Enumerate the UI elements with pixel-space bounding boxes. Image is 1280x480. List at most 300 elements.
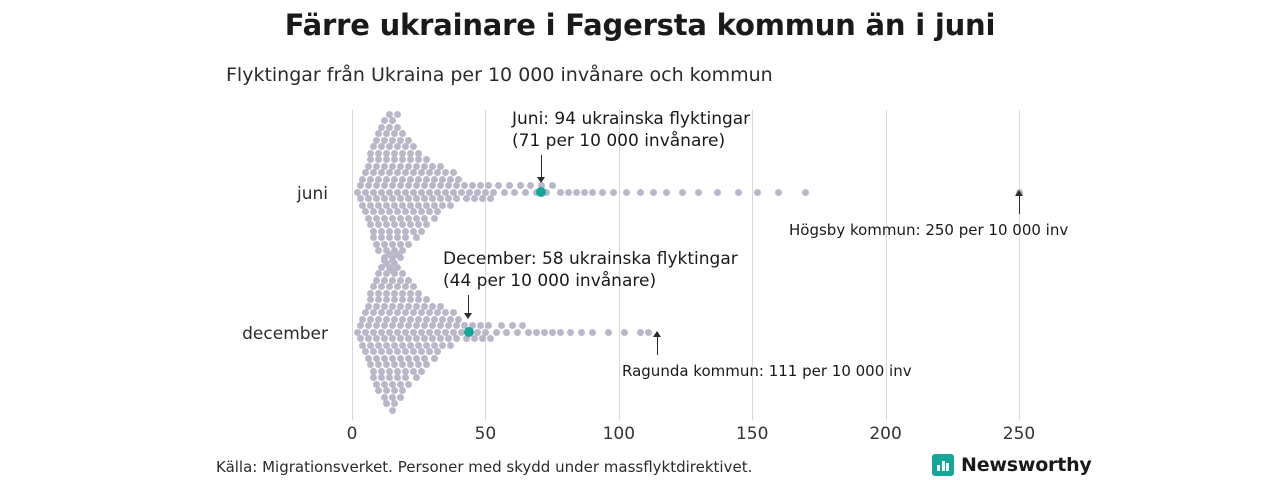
data-point — [394, 348, 401, 355]
data-point — [397, 394, 404, 401]
data-point — [397, 137, 404, 144]
data-point — [407, 316, 414, 323]
data-point — [610, 189, 617, 196]
data-point — [421, 182, 428, 189]
data-point — [418, 309, 425, 316]
annotation-ragunda-arrow-icon — [653, 331, 661, 337]
data-point — [589, 189, 596, 196]
data-point — [399, 176, 406, 183]
data-point — [426, 309, 433, 316]
data-point — [421, 303, 428, 310]
data-point — [415, 221, 422, 228]
data-point — [431, 355, 438, 362]
data-point — [589, 329, 596, 336]
data-point — [578, 329, 585, 336]
data-point — [367, 296, 374, 303]
data-point — [399, 316, 406, 323]
data-point — [402, 143, 409, 150]
data-point — [517, 182, 524, 189]
data-point — [567, 329, 574, 336]
x-tick-label: 150 — [735, 424, 769, 444]
data-point — [645, 329, 652, 336]
data-point — [381, 117, 388, 124]
data-point — [447, 202, 454, 209]
data-point — [434, 208, 441, 215]
data-point — [549, 182, 556, 189]
data-point — [391, 290, 398, 297]
data-point — [423, 316, 430, 323]
data-point — [423, 176, 430, 183]
data-point — [431, 176, 438, 183]
page-title: Färre ukrainare i Fagersta kommun än i juni — [284, 8, 996, 42]
data-point — [389, 407, 396, 414]
annotation-december-line1: December: 58 ukrainska flyktingar — [443, 249, 738, 269]
data-point — [397, 335, 404, 342]
data-point — [493, 329, 500, 336]
data-point — [735, 189, 742, 196]
data-point — [383, 156, 390, 163]
data-point — [386, 309, 393, 316]
data-point — [802, 189, 809, 196]
data-point — [487, 195, 494, 202]
data-point — [439, 176, 446, 183]
data-point — [365, 322, 372, 329]
data-point — [394, 169, 401, 176]
data-point — [445, 335, 452, 342]
data-point — [455, 176, 462, 183]
data-point — [397, 163, 404, 170]
data-point — [437, 303, 444, 310]
data-point — [511, 189, 518, 196]
data-point — [445, 322, 452, 329]
data-point — [405, 163, 412, 170]
data-point — [386, 124, 393, 131]
data-point — [453, 335, 460, 342]
data-point — [378, 348, 385, 355]
data-point — [426, 208, 433, 215]
x-tick-label: 250 — [1002, 424, 1036, 444]
data-point — [367, 361, 374, 368]
data-point — [383, 296, 390, 303]
data-point — [421, 322, 428, 329]
data-point — [359, 316, 366, 323]
data-point — [389, 117, 396, 124]
data-point — [381, 257, 388, 264]
data-point — [394, 309, 401, 316]
data-point — [386, 234, 393, 241]
data-point — [391, 400, 398, 407]
data-point — [453, 322, 460, 329]
data-point — [383, 400, 390, 407]
data-point — [410, 169, 417, 176]
data-point — [397, 182, 404, 189]
data-point — [434, 169, 441, 176]
data-point — [391, 156, 398, 163]
annotation-ragunda-leader — [657, 337, 658, 355]
data-point — [413, 335, 420, 342]
data-point — [397, 322, 404, 329]
data-point — [399, 221, 406, 228]
data-point — [410, 283, 417, 290]
data-point — [407, 221, 414, 228]
data-point — [447, 316, 454, 323]
data-point — [407, 150, 414, 157]
data-point — [549, 329, 556, 336]
data-point — [365, 195, 372, 202]
data-point — [453, 195, 460, 202]
data-point — [471, 195, 478, 202]
data-point — [365, 182, 372, 189]
data-point — [391, 270, 398, 277]
data-point — [498, 322, 505, 329]
data-point — [418, 228, 425, 235]
data-point — [383, 150, 390, 157]
data-point — [394, 143, 401, 150]
data-point — [357, 322, 364, 329]
gridline-0 — [352, 110, 353, 420]
data-point — [413, 163, 420, 170]
data-point — [375, 361, 382, 368]
data-point — [397, 277, 404, 284]
data-point — [637, 329, 644, 336]
data-point — [378, 309, 385, 316]
data-point — [434, 348, 441, 355]
data-point — [367, 150, 374, 157]
data-point — [413, 195, 420, 202]
annotation-juni-arrow-icon — [537, 177, 545, 183]
data-point — [394, 124, 401, 131]
data-point — [375, 156, 382, 163]
data-point — [402, 283, 409, 290]
data-point — [386, 143, 393, 150]
data-point — [389, 322, 396, 329]
data-point — [397, 303, 404, 310]
data-point — [378, 208, 385, 215]
data-point — [373, 182, 380, 189]
data-point — [391, 176, 398, 183]
data-point — [370, 143, 377, 150]
data-point — [367, 316, 374, 323]
data-point — [541, 329, 548, 336]
data-point — [455, 316, 462, 323]
data-point — [402, 348, 409, 355]
data-point — [386, 374, 393, 381]
data-point — [405, 195, 412, 202]
data-point — [391, 361, 398, 368]
data-point — [437, 182, 444, 189]
data-point — [557, 329, 564, 336]
annotation-juni-line2: (71 per 10 000 invånare) — [512, 131, 726, 151]
data-point — [370, 169, 377, 176]
data-point — [391, 296, 398, 303]
data-point — [410, 208, 417, 215]
data-point — [357, 182, 364, 189]
data-point — [413, 374, 420, 381]
annotation-hogsby-arrow-icon — [1015, 190, 1023, 196]
data-point — [386, 348, 393, 355]
data-point — [447, 342, 454, 349]
data-point — [405, 277, 412, 284]
data-point — [362, 348, 369, 355]
data-point — [557, 189, 564, 196]
data-point — [514, 329, 521, 336]
data-point — [386, 169, 393, 176]
data-point — [362, 208, 369, 215]
data-point — [375, 290, 382, 297]
data-point — [503, 329, 510, 336]
data-point — [418, 208, 425, 215]
row-label-juni: juni — [297, 184, 328, 204]
data-point — [394, 111, 401, 118]
x-tick-label: 0 — [346, 424, 358, 444]
data-point — [373, 163, 380, 170]
data-point — [509, 322, 516, 329]
data-point — [370, 208, 377, 215]
chart-subtitle: Flyktingar från Ukraina per 10 000 invånare och kommun — [226, 64, 773, 86]
data-point — [405, 137, 412, 144]
x-tick-label: 50 — [474, 424, 497, 444]
data-point — [389, 195, 396, 202]
data-point — [381, 335, 388, 342]
data-point — [357, 335, 364, 342]
data-point — [714, 189, 721, 196]
data-point — [399, 361, 406, 368]
data-point — [407, 176, 414, 183]
brand-logo — [932, 454, 1092, 476]
data-point — [410, 143, 417, 150]
data-point — [410, 309, 417, 316]
gridline-250 — [1019, 110, 1020, 420]
data-point — [407, 361, 414, 368]
data-point — [429, 322, 436, 329]
data-point — [429, 163, 436, 170]
data-point — [370, 309, 377, 316]
data-point — [375, 176, 382, 183]
data-point — [389, 335, 396, 342]
data-point — [429, 303, 436, 310]
data-point — [375, 316, 382, 323]
data-point — [405, 322, 412, 329]
data-point — [399, 156, 406, 163]
data-point — [407, 290, 414, 297]
data-point — [402, 234, 409, 241]
data-point — [522, 189, 529, 196]
data-point — [402, 169, 409, 176]
data-point — [399, 270, 406, 277]
data-point — [415, 150, 422, 157]
data-point — [621, 329, 628, 336]
source-note: Källa: Migrationsverket. Personer med skydd under massflyktdirektivet. — [216, 458, 753, 476]
data-point — [679, 189, 686, 196]
data-point — [399, 150, 406, 157]
data-point — [663, 189, 670, 196]
data-point — [405, 182, 412, 189]
data-point — [599, 189, 606, 196]
data-point — [389, 257, 396, 264]
data-point — [453, 182, 460, 189]
data-point — [389, 163, 396, 170]
data-point — [415, 296, 422, 303]
data-point — [399, 387, 406, 394]
data-point — [389, 277, 396, 284]
data-point — [367, 156, 374, 163]
data-point — [378, 143, 385, 150]
data-point — [362, 169, 369, 176]
data-point — [365, 303, 372, 310]
data-point — [407, 296, 414, 303]
data-point — [415, 156, 422, 163]
data-point — [623, 189, 630, 196]
data-point — [477, 322, 484, 329]
data-point — [359, 176, 366, 183]
data-point — [383, 316, 390, 323]
data-point — [394, 251, 401, 258]
data-point — [775, 189, 782, 196]
data-point — [370, 348, 377, 355]
data-point — [527, 182, 534, 189]
data-point — [381, 163, 388, 170]
data-point — [405, 303, 412, 310]
data-point — [485, 182, 492, 189]
data-point — [399, 290, 406, 297]
data-point — [362, 309, 369, 316]
data-point — [378, 234, 385, 241]
data-point — [386, 208, 393, 215]
data-point — [421, 195, 428, 202]
data-point — [439, 342, 446, 349]
data-point — [378, 374, 385, 381]
data-point — [415, 290, 422, 297]
data-point — [378, 283, 385, 290]
data-point — [383, 221, 390, 228]
data-point — [405, 335, 412, 342]
data-point — [375, 387, 382, 394]
data-point — [381, 277, 388, 284]
data-point — [650, 189, 657, 196]
data-point — [415, 361, 422, 368]
highlighted-data-point-juni — [536, 187, 546, 197]
data-point — [378, 264, 385, 271]
data-point — [637, 189, 644, 196]
data-point — [485, 322, 492, 329]
data-point — [418, 169, 425, 176]
data-point — [397, 195, 404, 202]
data-point — [383, 270, 390, 277]
data-point — [423, 296, 430, 303]
data-point — [413, 303, 420, 310]
data-point — [373, 303, 380, 310]
data-point — [394, 283, 401, 290]
data-point — [477, 182, 484, 189]
data-point — [469, 182, 476, 189]
data-point — [490, 189, 497, 196]
data-point — [439, 202, 446, 209]
data-point — [495, 182, 502, 189]
data-point — [381, 137, 388, 144]
data-point — [413, 182, 420, 189]
data-point — [381, 195, 388, 202]
brand-name: Newsworthy — [961, 454, 1092, 476]
data-point — [461, 182, 468, 189]
data-point — [383, 361, 390, 368]
data-point — [754, 189, 761, 196]
data-point — [383, 130, 390, 137]
data-point — [391, 221, 398, 228]
data-point — [434, 309, 441, 316]
data-point — [375, 130, 382, 137]
data-point — [415, 176, 422, 183]
data-point — [373, 137, 380, 144]
data-point — [442, 169, 449, 176]
data-point — [439, 316, 446, 323]
annotation-hogsby-leader — [1019, 196, 1020, 214]
data-point — [389, 303, 396, 310]
data-point — [383, 290, 390, 297]
annotation-hogsby: Högsby kommun: 250 per 10 000 inv — [789, 221, 1069, 239]
data-point — [389, 137, 396, 144]
data-point — [421, 163, 428, 170]
data-point — [383, 387, 390, 394]
data-point — [399, 130, 406, 137]
data-point — [447, 176, 454, 183]
data-point — [695, 189, 702, 196]
data-point — [426, 169, 433, 176]
data-point — [423, 156, 430, 163]
data-point — [383, 176, 390, 183]
data-point — [463, 195, 470, 202]
data-point — [413, 322, 420, 329]
data-point — [405, 381, 412, 388]
data-point — [367, 176, 374, 183]
x-tick-label: 200 — [869, 424, 902, 444]
data-point — [378, 169, 385, 176]
data-point — [407, 156, 414, 163]
data-point — [394, 374, 401, 381]
newsworthy-bars-icon — [932, 454, 954, 476]
data-point — [573, 189, 580, 196]
data-point — [394, 208, 401, 215]
data-point — [399, 296, 406, 303]
data-point — [501, 189, 508, 196]
annotation-december-line2: (44 per 10 000 invånare) — [443, 271, 657, 291]
data-point — [415, 316, 422, 323]
data-point — [423, 221, 430, 228]
row-label-december: december — [242, 324, 328, 344]
data-point — [429, 182, 436, 189]
data-point — [421, 335, 428, 342]
data-point — [431, 316, 438, 323]
data-point — [445, 182, 452, 189]
data-point — [375, 150, 382, 157]
data-point — [581, 189, 588, 196]
data-point — [391, 316, 398, 323]
data-point — [506, 182, 513, 189]
data-point — [431, 215, 438, 222]
data-point — [445, 195, 452, 202]
data-point — [373, 195, 380, 202]
data-point — [370, 283, 377, 290]
data-point — [426, 348, 433, 355]
data-point — [391, 150, 398, 157]
annotation-juni-line1: Juni: 94 ukrainska flyktingar — [512, 109, 751, 129]
data-point — [442, 309, 449, 316]
data-point — [375, 270, 382, 277]
data-point — [471, 335, 478, 342]
data-point — [437, 195, 444, 202]
data-point — [386, 283, 393, 290]
data-point — [386, 264, 393, 271]
annotation-december-arrow-icon — [464, 313, 472, 319]
